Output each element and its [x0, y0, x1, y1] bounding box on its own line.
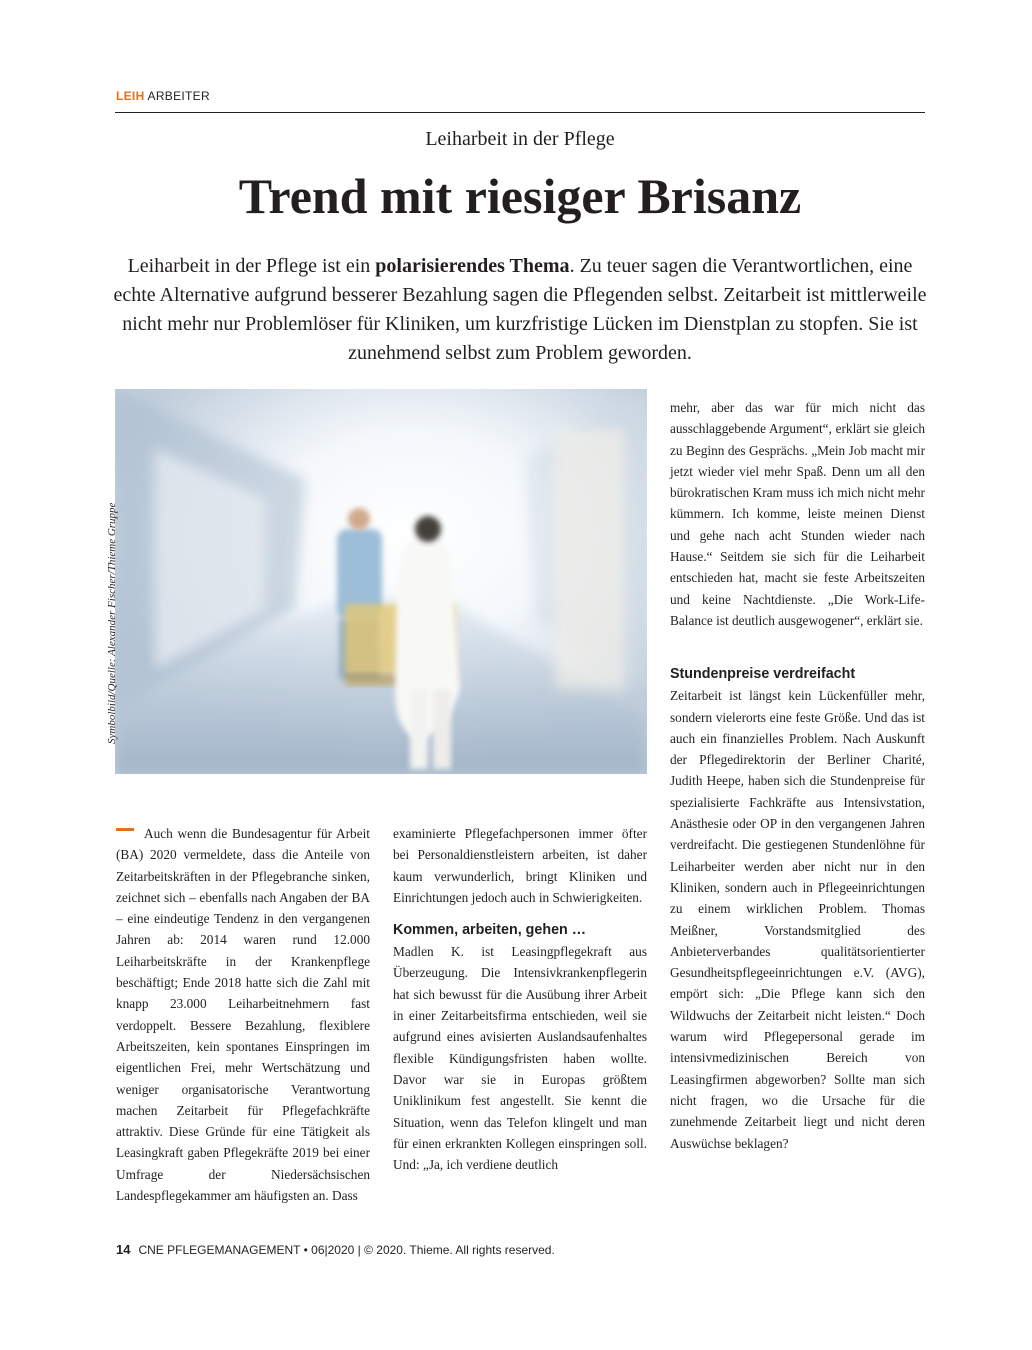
page-footer — [116, 1242, 555, 1257]
photo-credit: Symbolbild/Quelle: Alexander Fischer/Thieme Gruppe — [106, 502, 118, 744]
page-number: 14 — [116, 1242, 131, 1257]
lead-text-start: Leiharbeit in der Pflege ist ein — [127, 255, 376, 277]
footer-text: CNE PFLEGEMANAGEMENT • 06|2020 | © 2020. Thieme. All rights reserved. — [138, 1243, 555, 1257]
start-dash-icon — [116, 828, 134, 831]
lead-bold: polarisierendes Thema — [375, 255, 570, 277]
article-photo — [115, 389, 647, 774]
lead-text-end: . Zu teuer sagen die Verantwortlichen, eine echte Alternative aufgrund besserer Bezahlung sagen die Pflegenden selbst. Zeitarbeit ist mittlerweile nicht mehr nur Problemlöser für Kliniken, um kurzfristige Lücken im Dienstplan zu stopfen. Sie ist zunehmend selbst zum Problem geworden. — [113, 255, 927, 364]
column-2 — [393, 823, 647, 1175]
article-kicker: Leiharbeit in der Pflege — [425, 128, 615, 150]
rubric-accent: LEIH — [116, 89, 145, 103]
subheading-kommen: Kommen, arbeiten, gehen … — [393, 922, 587, 939]
article-lead — [112, 252, 928, 368]
body-paragraph: mehr, aber das war für mich nicht das ausschlaggebende Argument“, erklärt sie gleich zu Beginn des Gesprächs. „Mein Job macht mir jetzt wieder viel mehr Spaß. Denn um all den bürokratischen Kram muss ich mich nicht mehr kümmern. Ich komme, leiste meinen Dienst und gehe nach acht Stunden wieder nach Hause.“ Seitdem sie sich für die Leiharbeit entschieden hat, macht sie feste Arbeitszeiten und keine Nachtdienste. „Die Work-Life-Balance ist deutlich ausgewogener“, erklärt sie. — [670, 400, 925, 628]
article-headline: Trend mit riesiger Brisanz — [238, 168, 802, 224]
header-rule — [115, 112, 925, 113]
column-1 — [116, 823, 370, 1206]
body-paragraph: Madlen K. ist Leasingpflegekraft aus Überzeugung. Die Intensivkrankenpflegerin hat sich bewusst für die Ausübung ihrer Arbeit in einer Zeitarbeitsfirma entschieden, weil sie aufgrund eines avisierten Auslandsaufenhaltes flexible Kündigungsfristen haben wollte. Davor war sie in Europas größtem Uniklinikum fest angestellt. Sie kennt die Situation, wenn das Telefon klingelt und man für einen erkrankten Kollegen einspringen soll. Und: „Ja, ich verdiene deutlich — [393, 944, 647, 1173]
subheading-stundenpreise: Stundenpreise verdreifacht — [670, 666, 856, 683]
body-paragraph: examinierte Pflegefachpersonen immer öfter bei Personaldienstleistern arbeiten, ist daher kaum verwunderlich, bringt Kliniken und Einrichtungen jedoch auch in Schwierigkeiten. — [393, 826, 647, 905]
body-paragraph — [116, 823, 370, 1206]
rubric-rest: ARBEITER — [147, 89, 210, 103]
column-3 — [670, 397, 925, 1154]
section-rubric — [116, 89, 210, 103]
body-paragraph: Zeitarbeit ist längst kein Lückenfüller mehr, sondern vielerorts eine feste Größe. Und das ist auch ein finanzielles Problem. Nach Auskunft der Pflegedirektorin der Berliner Charité, Judith Heepe, haben sich die Stundenpreise für spezialisierte Fachkräfte aus Intensivstation, Anästhesie oder OP in den vergangenen Jahren verdreifacht. Die gestiegenen Stundenlöhne für Leiharbeiter werden aber nicht nur in den Kliniken, sondern auch in Pflegeeinrichtungen zu einem wirklichen Problem. Thomas Meißner, Vorstandsmitglied des Anbieterverbandes qualitätsorientierter Gesundheitspflegeeinrichtungen e.V. (AVG), empört sich: „Die Pflege kann sich den Wildwuchs der Zeitarbeit nicht leisten.“ Doch warum wird Pflegepersonal gerade im intensivmedizinischen Bereich von Leasingfirmen abgeworben? Sollte man sich nicht fragen, wo die Ursache für die zunehmende Zeitarbeit liegt und nicht deren Auswüchse beklagen? — [670, 688, 925, 1151]
col1-text: Auch wenn die Bundesagentur für Arbeit (BA) 2020 vermeldete, dass die Anteile von Zeitarbeitskräften in der Pflegebranche sinken, zeichnet sich – ebenfalls nach Angaben der BA – eine eindeutige Tendenz in den vergangenen Jahren ab: 2014 waren rund 12.000 Leiharbeitskräfte in der Krankenpflege beschäftigt; Ende 2018 hatte sich die Zahl mit knapp 23.000 Leiharbeitnehmern fast verdoppelt. Bessere Bezahlung, flexiblere Arbeitszeiten, kein spontanes Einspringen im eigentlichen Frei, mehr Wertschätzung und weniger organisatorische Verantwortung machen Zeitarbeit für Pflegefachkräfte attraktiv. Diese Gründe für eine Tätigkeit als Leasingkraft gaben Pflegekräfte 2019 bei einer Umfrage der Niedersächsischen Landespflegekammer am häufigsten an. Dass — [116, 826, 370, 1204]
